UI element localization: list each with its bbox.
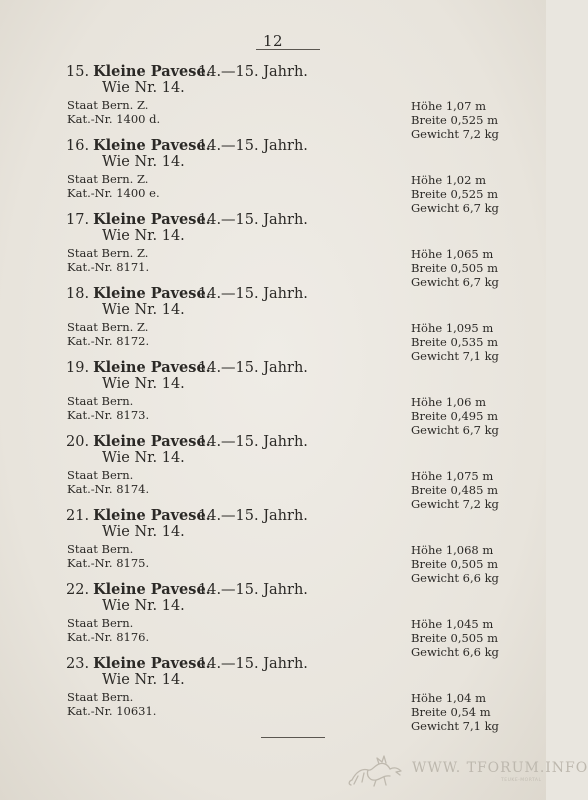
entry-owner: Staat Bern.	[67, 394, 134, 408]
entry-title: Kleine Pavese.	[93, 433, 211, 450]
entry-catalog-number: Kat.-Nr. 8172.	[67, 334, 150, 348]
entry-catalog-number: Kat.-Nr. 8176.	[67, 630, 150, 644]
entry-number: 18.	[66, 286, 90, 302]
entry-dimensions	[411, 395, 499, 437]
entry-reference: Wie Nr. 14.	[102, 598, 185, 614]
entry-heading	[66, 581, 308, 598]
entry-reference: Wie Nr. 14.	[102, 524, 185, 540]
entry-height: Höhe 1,075 m	[411, 469, 494, 483]
entry-reference: Wie Nr. 14.	[102, 672, 185, 688]
entry-heading	[66, 285, 308, 302]
catalog-entry	[0, 136, 546, 215]
entry-title: Kleine Pavese.	[93, 359, 211, 376]
entry-weight: Gewicht 6,7 kg	[411, 423, 499, 437]
entry-dimensions	[411, 691, 499, 733]
entry-height: Höhe 1,065 m	[411, 247, 494, 261]
entry-heading	[66, 655, 308, 672]
entry-catalog-number: Kat.-Nr. 1400 d.	[67, 112, 161, 126]
catalog-entries	[0, 62, 546, 733]
entry-reference: Wie Nr. 14.	[102, 376, 185, 392]
entry-dimensions	[411, 543, 499, 585]
entry-dimensions	[411, 617, 499, 659]
entry-weight: Gewicht 6,7 kg	[411, 201, 499, 215]
top-divider	[256, 49, 320, 50]
entry-height: Höhe 1,095 m	[411, 321, 494, 335]
entry-width: Breite 0,485 m	[411, 483, 498, 497]
entry-height: Höhe 1,04 m	[411, 691, 486, 705]
entry-owner: Staat Bern.	[67, 542, 134, 556]
entry-weight: Gewicht 6,6 kg	[411, 645, 499, 659]
entry-width: Breite 0,505 m	[411, 631, 498, 645]
entry-owner: Staat Bern. Z.	[67, 172, 149, 186]
entry-title: Kleine Pavese.	[93, 581, 211, 598]
watermark	[346, 754, 588, 788]
catalog-entry	[0, 210, 546, 289]
entry-title: Kleine Pavese.	[93, 63, 211, 80]
entry-width: Breite 0,54 m	[411, 705, 491, 719]
entry-width: Breite 0,535 m	[411, 335, 498, 349]
entry-width: Breite 0,525 m	[411, 113, 498, 127]
entry-height: Höhe 1,045 m	[411, 617, 494, 631]
entry-height: Höhe 1,07 m	[411, 99, 486, 113]
entry-number: 20.	[66, 434, 90, 450]
entry-title: Kleine Pavese.	[93, 655, 211, 672]
entry-heading	[66, 507, 308, 524]
entry-reference: Wie Nr. 14.	[102, 228, 185, 244]
entry-title: Kleine Pavese.	[93, 211, 211, 228]
catalog-entry	[0, 580, 546, 659]
entry-height: Höhe 1,02 m	[411, 173, 486, 187]
bottom-divider	[261, 737, 325, 738]
catalog-entry	[0, 654, 546, 733]
entry-catalog-number: Kat.-Nr. 10631.	[67, 704, 157, 718]
entry-title: Kleine Pavese.	[93, 137, 211, 154]
entry-date: 14.—15. Jahrh.	[198, 286, 308, 302]
entry-catalog-number: Kat.-Nr. 8171.	[67, 260, 150, 274]
catalog-entry	[0, 432, 546, 511]
entry-number: 21.	[66, 508, 90, 524]
entry-dimensions	[411, 99, 499, 141]
entry-date: 14.—15. Jahrh.	[198, 508, 308, 524]
entry-weight: Gewicht 7,1 kg	[411, 349, 499, 363]
entry-date: 14.—15. Jahrh.	[198, 360, 308, 376]
dragon-emblem-icon	[346, 754, 408, 788]
entry-reference: Wie Nr. 14.	[102, 80, 185, 96]
entry-heading	[66, 433, 308, 450]
entry-width: Breite 0,525 m	[411, 187, 498, 201]
entry-weight: Gewicht 7,2 kg	[411, 497, 499, 511]
entry-number: 19.	[66, 360, 90, 376]
entry-dimensions	[411, 469, 499, 511]
entry-weight: Gewicht 6,7 kg	[411, 275, 499, 289]
catalog-entry	[0, 358, 546, 437]
entry-date: 14.—15. Jahrh.	[198, 656, 308, 672]
catalog-entry	[0, 284, 546, 363]
entry-catalog-number: Kat.-Nr. 1400 e.	[67, 186, 160, 200]
entry-title: Kleine Pavese.	[93, 507, 211, 524]
entry-dimensions	[411, 173, 499, 215]
entry-heading	[66, 63, 308, 80]
entry-heading	[66, 211, 308, 228]
entry-number: 17.	[66, 212, 90, 228]
entry-owner: Staat Bern.	[67, 616, 134, 630]
entry-height: Höhe 1,068 m	[411, 543, 494, 557]
entry-heading	[66, 359, 308, 376]
entry-width: Breite 0,505 m	[411, 261, 498, 275]
entry-weight: Gewicht 7,2 kg	[411, 127, 499, 141]
entry-date: 14.—15. Jahrh.	[198, 582, 308, 598]
watermark-subtext: TEUKE-MORTAL	[501, 778, 542, 783]
entry-weight: Gewicht 6,6 kg	[411, 571, 499, 585]
entry-weight: Gewicht 7,1 kg	[411, 719, 499, 733]
entry-title: Kleine Pavese.	[93, 285, 211, 302]
catalog-entry	[0, 62, 546, 141]
entry-catalog-number: Kat.-Nr. 8173.	[67, 408, 150, 422]
entry-number: 15.	[66, 64, 90, 80]
entry-date: 14.—15. Jahrh.	[198, 138, 308, 154]
entry-owner: Staat Bern.	[67, 690, 134, 704]
watermark-text: WWW. TFORUM.INFO	[412, 760, 588, 776]
entry-reference: Wie Nr. 14.	[102, 450, 185, 466]
entry-number: 16.	[66, 138, 90, 154]
entry-reference: Wie Nr. 14.	[102, 302, 185, 318]
entry-catalog-number: Kat.-Nr. 8175.	[67, 556, 150, 570]
entry-width: Breite 0,495 m	[411, 409, 498, 423]
entry-height: Höhe 1,06 m	[411, 395, 486, 409]
entry-width: Breite 0,505 m	[411, 557, 498, 571]
page-number: 12	[262, 32, 284, 50]
entry-date: 14.—15. Jahrh.	[198, 434, 308, 450]
entry-owner: Staat Bern. Z.	[67, 320, 149, 334]
entry-reference: Wie Nr. 14.	[102, 154, 185, 170]
entry-owner: Staat Bern. Z.	[67, 98, 149, 112]
entry-date: 14.—15. Jahrh.	[198, 212, 308, 228]
entry-owner: Staat Bern. Z.	[67, 246, 149, 260]
entry-owner: Staat Bern.	[67, 468, 134, 482]
entry-number: 22.	[66, 582, 90, 598]
entry-number: 23.	[66, 656, 90, 672]
entry-dimensions	[411, 321, 499, 363]
entry-date: 14.—15. Jahrh.	[198, 64, 308, 80]
entry-catalog-number: Kat.-Nr. 8174.	[67, 482, 150, 496]
catalog-entry	[0, 506, 546, 585]
entry-dimensions	[411, 247, 499, 289]
entry-heading	[66, 137, 308, 154]
